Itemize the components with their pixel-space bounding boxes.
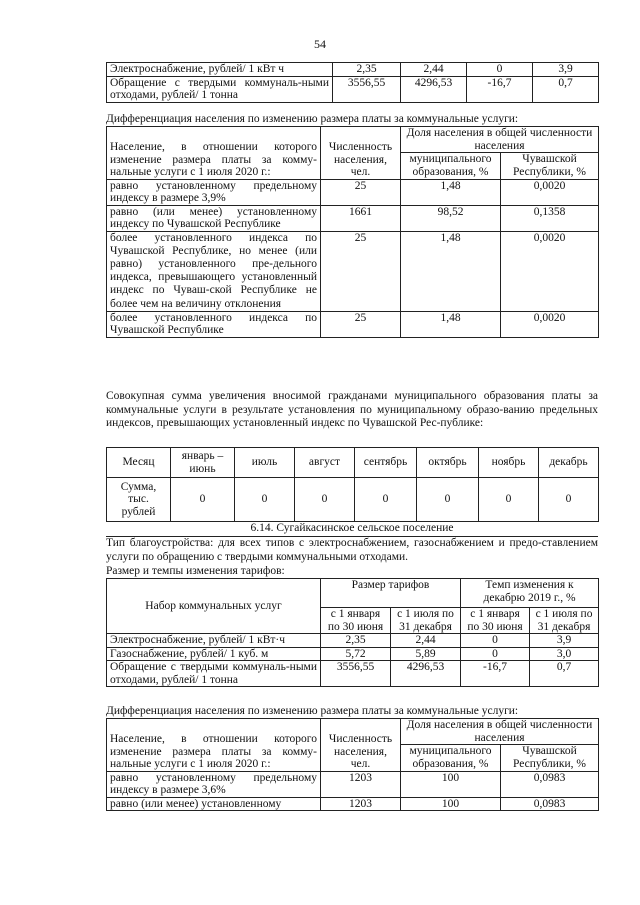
table-row (107, 63, 599, 77)
row-value: 5,89 (391, 647, 461, 661)
col-header: Население, в отношении которого изменение размера платы за комму-нальные услуги с 1 июля 2020 г.: (107, 127, 321, 180)
month-cell: август (295, 448, 355, 478)
row-value: 0,7 (530, 661, 599, 687)
row-label: Обращение с твердыми коммуналь-ными отходами, рублей/ 1 тонна (107, 661, 321, 687)
month-cell: сентябрь (355, 448, 417, 478)
improvement-paragraph: Тип благоустройства: для всех типов с электроснабжением, газоснабжением и предо-ставлением услуги по обращению с твердыми коммунальными отходами. (106, 537, 598, 563)
row-value: 1,48 (401, 179, 501, 205)
col-header: Чувашской Республики, % (501, 153, 599, 179)
col-header: Чувашской Республики, % (501, 745, 599, 771)
tariffs-table-1 (106, 62, 598, 103)
col-header: Набор коммунальных услуг (107, 579, 321, 634)
col-header: Темп изменения к декабрю 2019 г., % (461, 579, 599, 608)
table-row (107, 76, 599, 102)
row-value: 5,72 (321, 647, 391, 661)
row-value: 1203 (321, 797, 401, 811)
row-value: 2,35 (321, 634, 391, 648)
col-header: Численность населения, чел. (321, 719, 401, 772)
table-row (107, 797, 599, 811)
sub-header: с 1 июля по 31 декабря (530, 608, 599, 634)
diff-table-2 (106, 718, 598, 811)
table-row (107, 647, 599, 661)
row-value: 0 (461, 647, 530, 661)
sum-cell: 0 (295, 478, 355, 522)
col-header: муниципального образования, % (401, 153, 501, 179)
row-label: более установленного индекса по Чувашской Республике (107, 311, 321, 337)
table-row (107, 448, 599, 478)
tariffs-table-2 (106, 578, 598, 687)
month-cell: январь – июнь (171, 448, 235, 478)
table-row (107, 634, 599, 648)
col-header: Доля населения в общей численности населения (401, 719, 599, 745)
sum-cell: 0 (417, 478, 479, 522)
row-value: 0,0983 (501, 771, 599, 797)
section-title: 6.14. Сугайкасинское сельское поселение (250, 522, 454, 534)
tariff-size-title: Размер и темпы изменения тарифов: (106, 565, 285, 577)
col-header: муниципального образования, % (401, 745, 501, 771)
row-label: Газоснабжение, рублей/ 1 куб. м (107, 647, 321, 661)
summary-paragraph: Совокупная сумма увеличения вносимой гражданами муниципального образования платы за коммунальные услуги в результате установления по муниципальному образо-ванию предельных индексов, превышающих установленный индекс по Чувашской Рес-публике: (106, 390, 598, 429)
month-cell: декабрь (539, 448, 599, 478)
row-value: 100 (401, 797, 501, 811)
row-value: 2,44 (391, 634, 461, 648)
row-label: равно (или менее) установленному индексу по Чувашской Республике (107, 205, 321, 231)
tariff-value: 0,7 (533, 76, 599, 102)
row-value: 0,0020 (501, 231, 599, 311)
row-value: 1203 (321, 771, 401, 797)
tariff-label: Обращение с твердыми коммуналь-ными отходами, рублей/ 1 тонна (107, 76, 333, 102)
sub-header: с 1 июля по 31 декабря (391, 608, 461, 634)
col-header: Размер тарифов (321, 579, 461, 608)
sub-header: с 1 января по 30 июня (321, 608, 391, 634)
table-row (107, 205, 599, 231)
sub-header: с 1 января по 30 июня (461, 608, 530, 634)
row-value: 0,0020 (501, 311, 599, 337)
row-value: 0,0020 (501, 179, 599, 205)
sum-cell: 0 (539, 478, 599, 522)
row-label: равно установленному предельному индексу в размере 3,9% (107, 179, 321, 205)
row-value: 0 (461, 634, 530, 648)
table-row (107, 311, 599, 337)
page-number: 54 (314, 37, 326, 51)
row-label: Электроснабжение, рублей/ 1 кВт·ч (107, 634, 321, 648)
table-row (107, 478, 599, 522)
month-cell: ноябрь (479, 448, 539, 478)
sum-cell: 0 (355, 478, 417, 522)
month-cell: октябрь (417, 448, 479, 478)
table-row (107, 231, 599, 311)
row-header: Месяц (107, 448, 171, 478)
row-value: 25 (321, 179, 401, 205)
row-value: 0,1358 (501, 205, 599, 231)
row-value: 1,48 (401, 311, 501, 337)
row-value: 0,0983 (501, 797, 599, 811)
row-value: 4296,53 (391, 661, 461, 687)
row-value: 1,48 (401, 231, 501, 311)
month-cell: июль (235, 448, 295, 478)
row-value: 25 (321, 231, 401, 311)
row-value: 3,9 (530, 634, 599, 648)
col-header: Численность населения, чел. (321, 127, 401, 180)
diff-table-1 (106, 126, 598, 338)
row-value: 3556,55 (321, 661, 391, 687)
diff-title-1: Дифференциация населения по изменению размера платы за коммунальные услуги: (106, 113, 519, 125)
tariff-value: 2,44 (401, 63, 467, 77)
sum-cell: 0 (171, 478, 235, 522)
tariff-value: 4296,53 (401, 76, 467, 102)
tariff-label: Электроснабжение, рублей/ 1 кВт ч (107, 63, 333, 77)
col-header: Доля населения в общей численности населения (401, 127, 599, 153)
table-row (107, 771, 599, 797)
tariff-value: -16,7 (467, 76, 533, 102)
table-row (107, 661, 599, 687)
sum-cell: 0 (479, 478, 539, 522)
table-row (107, 179, 599, 205)
diff-title-2: Дифференциация населения по изменению размера платы за коммунальные услуги: (106, 705, 519, 717)
row-value: 25 (321, 311, 401, 337)
tariff-value: 2,35 (333, 63, 401, 77)
row-label: более установленного индекса по Чувашской Республике, но менее (или равно) установленного пре-дельного индекса, превышающего установленный индекс по Чуваш-ской Республике не более чем на величину отклонения (107, 231, 321, 311)
sum-cell: 0 (235, 478, 295, 522)
row-value: 98,52 (401, 205, 501, 231)
row-value: 1661 (321, 205, 401, 231)
row-value: -16,7 (461, 661, 530, 687)
col-header: Население, в отношении которого изменение размера платы за комму-нальные услуги с 1 июля 2020 г.: (107, 719, 321, 772)
row-header: Сумма, тыс. рублей (107, 478, 171, 522)
row-label: равно (или менее) установленному (107, 797, 321, 811)
months-table (106, 447, 598, 522)
row-value: 100 (401, 771, 501, 797)
row-value: 3,0 (530, 647, 599, 661)
tariff-value: 3,9 (533, 63, 599, 77)
tariff-value: 0 (467, 63, 533, 77)
tariff-value: 3556,55 (333, 76, 401, 102)
row-label: равно установленному предельному индексу в размере 3,6% (107, 771, 321, 797)
